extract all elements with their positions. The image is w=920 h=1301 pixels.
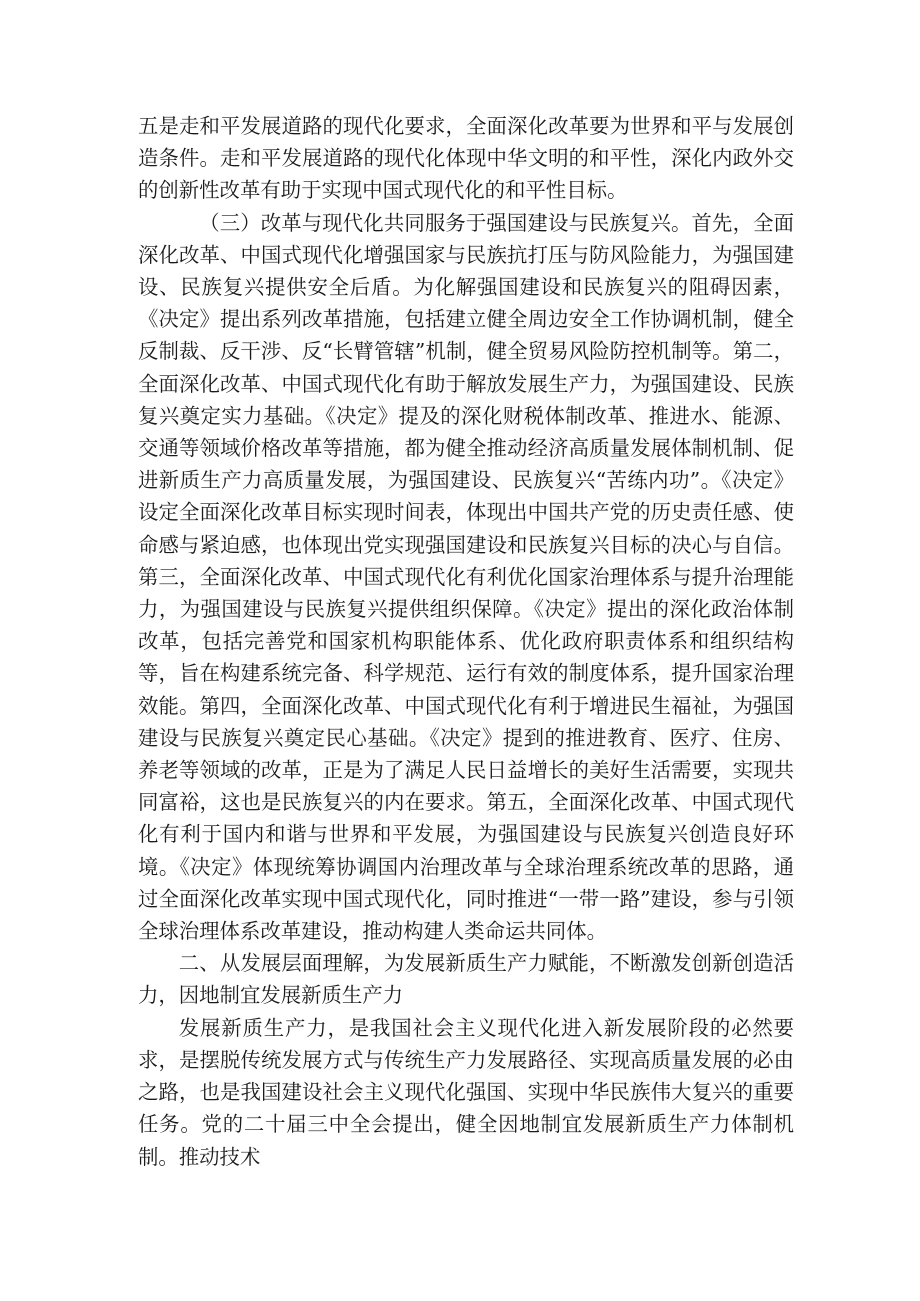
paragraph-new-productivity: 发展新质生产力，是我国社会主义现代化进入新发展阶段的必然要求，是摆脱传统发展方式与传统生产力发展路径、实现高质量发展的必由之路，也是我国建设社会主义现代化强国、实现中华民族伟大复兴的重要任务。党的二十届三中全会提出，健全因地制宜发展新质生产力体制机制。推动技术 (138, 1015, 794, 1169)
paragraph-continuation: 五是走和平发展道路的现代化要求，全面深化改革要为世界和平与发展创造条件。走和平发展道路的现代化体现中华文明的和平性，深化内政外交的创新性改革有助于实现中国式现代化的和平性目标。 (138, 114, 794, 203)
document-body (138, 110, 794, 1173)
paragraph-section-three: （三）改革与现代化共同服务于强国建设与民族复兴。首先，全面深化改革、中国式现代化增强国家与民族抗打压与防风险能力，为强国建设、民族复兴提供安全后盾。为化解强国建设和民族复兴的阻碍因素，《决定》提出系列改革措施，包括建立健全周边安全工作协调机制，健全反制裁、反干涉、反“长臂管辖”机制，健全贸易风险防控机制等。第二，全面深化改革、中国式现代化有助于解放发展生产力，为强国建设、民族复兴奠定实力基础。《决定》提及的深化财税体制改革、推进水、能源、交通等领域价格改革等措施，都为健全推动经济高质量发展体制机制、促进新质生产力高质量发展，为强国建设、民族复兴“苦练内功”。《决定》设定全面深化改革目标实现时间表，体现出中国共产党的历史责任感、使命感与紧迫感，也体现出党实现强国建设和民族复兴目标的决心与自信。第三，全面深化改革、中国式现代化有利优化国家治理体系与提升治理能力，为强国建设与民族复兴提供组织保障。《决定》提出的深化政治体制改革，包括完善党和国家机构职能体系、优化政府职责体系和组织结构等，旨在构建系统完备、科学规范、运行有效的制度体系，提升国家治理效能。第四，全面深化改革、中国式现代化有利于增进民生福祉，为强国建设与民族复兴奠定民心基础。《决定》提到的推进教育、医疗、住房、养老等领域的改革，正是为了满足人民日益增长的美好生活需要，实现共同富裕，这也是民族复兴的内在要求。第五，全面深化改革、中国式现代化有利于国内和谐与世界和平发展，为强国建设与民族复兴创造良好环境。《决定》体现统筹协调国内治理改革与全球治理系统改革的思路，通过全面深化改革实现中国式现代化，同时推进“一带一路”建设，参与引领全球治理体系改革建设，推动构建人类命运共同体。 (138, 210, 794, 944)
section-heading-two: 二、从发展层面理解，为发展新质生产力赋能，不断激发创新创造活力，因地制宜发展新质生产力 (138, 951, 794, 1008)
